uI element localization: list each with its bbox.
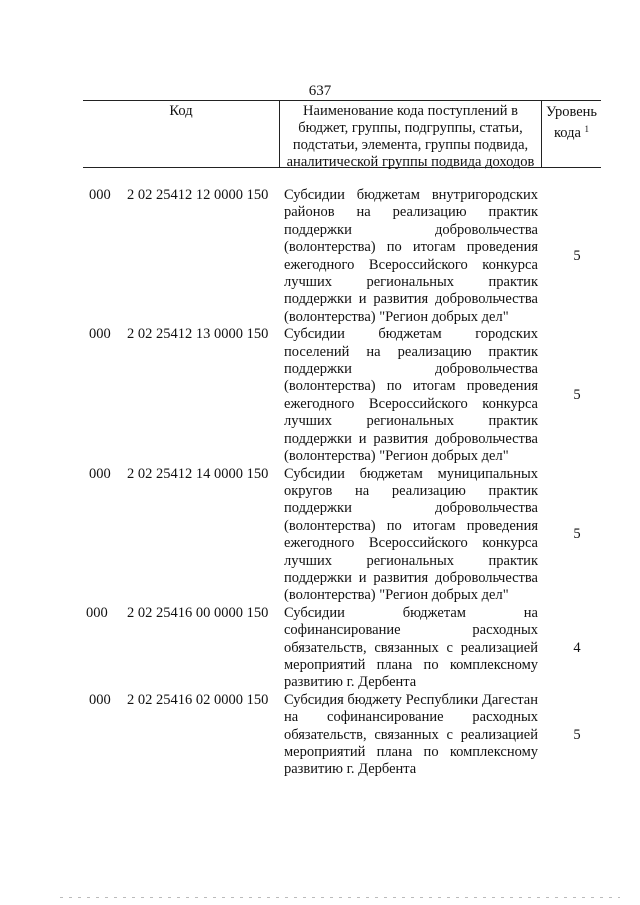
- row-level: 5: [573, 387, 581, 404]
- row-code: 2 02 25412 13 0000 150: [127, 326, 269, 343]
- row-level: 5: [573, 247, 581, 264]
- row-admin-code: 000: [89, 187, 111, 203]
- row-name: Субсидия бюджету Республики Дагестан на софинансирование расходных обязательств, связанных с реализацией мероприятий плана по комплексному развитию г. Дербента: [284, 691, 538, 778]
- table-row: [0, 326, 640, 465]
- table-body: [0, 187, 640, 779]
- row-code: 2 02 25412 14 0000 150: [127, 465, 269, 482]
- row-code: 2 02 25416 02 0000 150: [127, 691, 269, 708]
- header-name: Наименование кода поступлений в бюджет, группы, подгруппы, статьи, подстатьи, элемента, группы подвида, аналитической группы подвида доходов: [280, 101, 542, 167]
- row-admin-code: 000: [89, 691, 111, 708]
- table-row: [0, 692, 640, 779]
- row-name: Субсидии бюджетам на софинансирование расходных обязательств, связанных с реализацией мероприятий плана по комплексному развитию г. Дербента: [284, 604, 538, 691]
- row-admin-code: 000: [89, 326, 111, 343]
- row-admin-code: 000: [89, 465, 111, 482]
- row-name: Субсидии бюджетам муниципальных округов на реализацию практик поддержки добровольчества (волонтерства) по итогам проведения ежегодного Всероссийского конкурса лучших региональных практик поддержки и развития добровольчества (волонтерства) "Регион добрых дел": [284, 465, 538, 604]
- scan-edge-line: [60, 897, 620, 898]
- row-name: Субсидии бюджетам городских поселений на реализацию практик поддержки добровольчества (волонтерства) по итогам проведения ежегодного Всероссийского конкурса лучших региональных практик поддержки и развития добровольчества (волонтерства) "Регион добрых дел": [284, 326, 538, 465]
- row-code: 2 02 25412 12 0000 150: [127, 187, 269, 203]
- header-level-footnote: 1: [584, 124, 590, 134]
- header-level: [542, 101, 601, 167]
- table-row: [0, 187, 640, 326]
- row-level: 5: [573, 526, 581, 543]
- row-name: Субсидии бюджетам внутригородских районов на реализацию практик поддержки добровольчества (волонтерства) по итогам проведения ежегодного Всероссийского конкурса лучших региональных практик поддержки и развития добровольчества (волонтерства) "Регион добрых дел": [284, 187, 538, 325]
- table-row: [0, 605, 640, 692]
- row-level: 4: [573, 639, 581, 656]
- row-level: 5: [573, 726, 581, 743]
- table-header: [83, 100, 601, 168]
- row-admin-code: 000: [86, 604, 108, 621]
- page-number: 637: [308, 83, 332, 99]
- row-code: 2 02 25416 00 0000 150: [127, 604, 269, 621]
- table-row: [0, 466, 640, 605]
- header-code: Код: [83, 101, 280, 167]
- header-level-label: Уровень кода: [545, 104, 598, 141]
